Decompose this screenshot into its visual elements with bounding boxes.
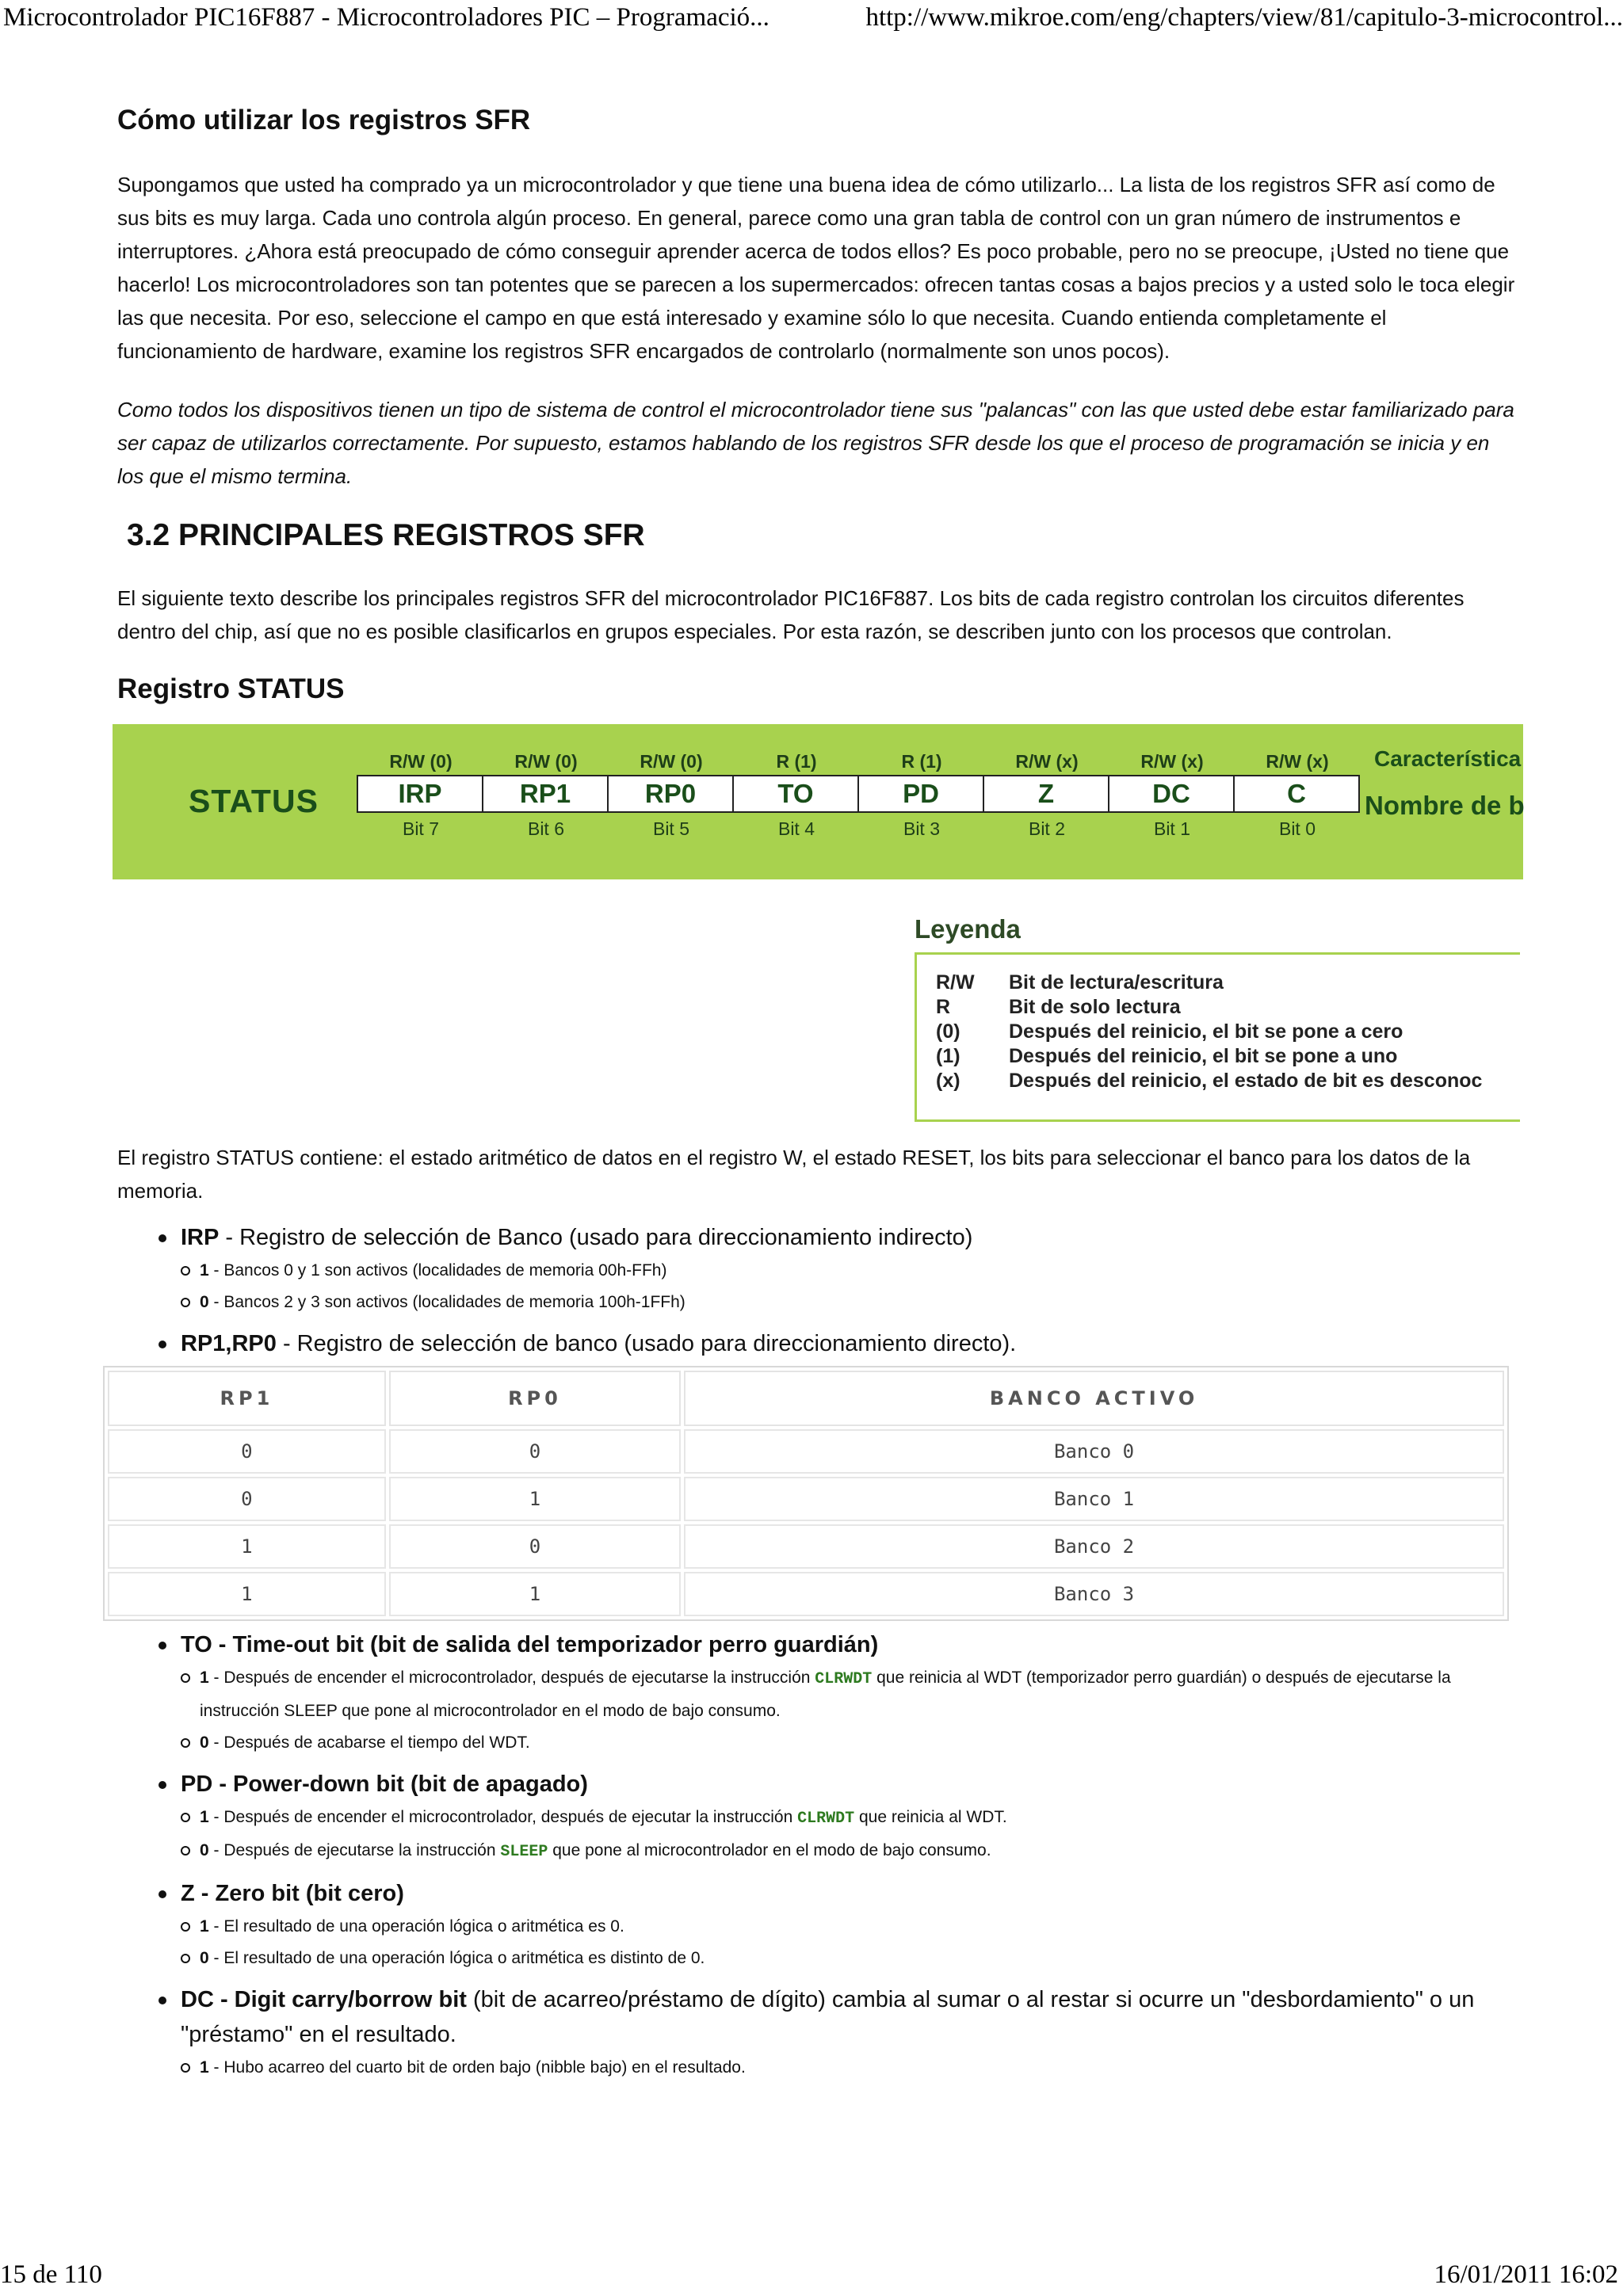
table-cell: 1 xyxy=(389,1477,681,1521)
bit-name: RP1 xyxy=(482,775,609,813)
section-heading-sfr-usage: Cómo utilizar los registros SFR xyxy=(117,105,531,135)
list-item xyxy=(181,1662,1517,1727)
table-cell: Banco 2 xyxy=(684,1524,1504,1569)
value-label: 1 xyxy=(200,1917,209,1936)
table-cell: Banco 1 xyxy=(684,1477,1504,1521)
list-item xyxy=(181,1911,1517,1943)
bit-access: R/W (0) xyxy=(389,751,453,772)
bit-name: RP0 xyxy=(607,775,734,813)
legend-key: R/W xyxy=(936,971,975,994)
legend xyxy=(915,914,1520,1122)
instruction-code: CLRWDT xyxy=(815,1670,873,1688)
value-desc: - Después de encender el microcontrolador, después de ejecutarse la instrucción xyxy=(208,1669,815,1687)
bit-desc-rp: - Registro de selección de banco (usado para direccionamiento directo). xyxy=(276,1331,1017,1356)
list-item-to xyxy=(117,1627,1517,1759)
table-cell: 0 xyxy=(389,1524,681,1569)
list-item-z xyxy=(117,1876,1517,1974)
table-cell: 1 xyxy=(108,1524,386,1569)
status-register-diagram xyxy=(113,724,1523,879)
irp-values xyxy=(181,1255,1517,1318)
legend-title: Leyenda xyxy=(915,914,1021,944)
legend-key: (1) xyxy=(936,1045,960,1067)
value-desc: - Bancos 2 y 3 son activos (localidades de memoria 100h-1FFh) xyxy=(208,1293,685,1311)
list-item xyxy=(181,1835,1517,1868)
value-desc: - Bancos 0 y 1 son activos (localidades de memoria 00h-FFh) xyxy=(208,1261,667,1280)
list-item xyxy=(181,1287,1517,1318)
bit-column xyxy=(984,748,1109,845)
bit-column xyxy=(1109,748,1235,845)
table-cell: 0 xyxy=(108,1429,386,1474)
table-row xyxy=(108,1477,1504,1521)
table-row xyxy=(108,1572,1504,1616)
legend-row xyxy=(936,995,1520,1020)
bit-title-dc: DC - Digit carry/borrow bit xyxy=(181,1987,467,2012)
column-header: BANCO ACTIVO xyxy=(684,1371,1504,1426)
paragraph-italic: Como todos los dispositivos tienen un tipo de sistema de control el microcontrolador tiene sus "palancas" con las que usted debe estar familiarizado para ser capaz de utilizarlos correctamente. Por supuesto, estamos hablando de los registros SFR desde los que el proceso de programación se inicia y en los que el mismo termina. xyxy=(117,398,1514,488)
table-row xyxy=(108,1429,1504,1474)
section-heading-main-sfr: 3.2 PRINCIPALES REGISTROS SFR xyxy=(127,518,645,552)
to-values xyxy=(181,1662,1517,1759)
print-footer-datetime: 16/01/2011 16:02 xyxy=(1434,2260,1618,2289)
value-desc: que reinicia al WDT. xyxy=(854,1808,1007,1826)
status-register-label: STATUS xyxy=(189,783,319,819)
bit-name: Z xyxy=(983,775,1109,813)
bit-access: R (1) xyxy=(901,751,942,772)
bit-number: Bit 6 xyxy=(527,818,565,839)
value-desc: - El resultado de una operación lógica o aritmética es 0. xyxy=(208,1917,624,1936)
list-item xyxy=(181,2052,1517,2084)
diagram-side-label-name: Nombre de b xyxy=(1365,791,1525,820)
bit-number: Bit 5 xyxy=(652,818,690,839)
bit-number: Bit 2 xyxy=(1028,818,1066,839)
value-desc: que pone al microcontrolador en el modo de bajo consumo. xyxy=(548,1841,991,1859)
legend-box xyxy=(915,952,1520,1122)
bit-description-list-2 xyxy=(117,1627,1517,2084)
value-label: 0 xyxy=(200,1949,209,1967)
table-cell: 1 xyxy=(389,1572,681,1616)
value-label: 0 xyxy=(200,1293,209,1311)
bit-column xyxy=(734,748,859,845)
list-item-irp xyxy=(117,1220,1517,1318)
dc-values xyxy=(181,2052,1517,2084)
status-bits xyxy=(358,748,1360,845)
bit-number: Bit 4 xyxy=(777,818,815,839)
bank-select-table xyxy=(103,1366,1509,1621)
bit-number: Bit 3 xyxy=(903,818,941,839)
paragraph-intro: Supongamos que usted ha comprado ya un microcontrolador y que tiene una buena idea de cómo utilizarlo... La lista de los registros SFR así como de sus bits es muy larga. Cada uno controla algún proceso. En general, parece como una gran tabla de control con un gran número de instrumentos e interruptores. ¿Ahora está preocupado de cómo conseguir aprender acerca de todos ellos? Es poco probable, pero no se preocupe, ¡Usted no tiene que hacerlo! Los microcontroladores son tan potentes que se parecen a los supermercados: ofrecen tantas cosas a bajos precios y a usted solo le toca elegir las que necesita. Por eso, seleccione el campo en que está interesado y examine sólo lo que necesita. Cuando entienda completamente el funcionamiento de hardware, examine los registros SFR encargados de controlarlo (normalmente son unos pocos). xyxy=(117,173,1515,363)
bit-title-z: Z - Zero bit (bit cero) xyxy=(181,1881,404,1906)
instruction-code: SLEEP xyxy=(500,1843,548,1861)
value-label: 0 xyxy=(200,1841,209,1859)
list-item xyxy=(181,1255,1517,1287)
bit-name: PD xyxy=(857,775,984,813)
table-cell: 0 xyxy=(389,1429,681,1474)
table-row xyxy=(108,1524,1504,1569)
bit-column xyxy=(483,748,609,845)
bit-number: Bit 0 xyxy=(1278,818,1316,839)
bit-column xyxy=(1235,748,1360,845)
list-item xyxy=(181,1802,1517,1835)
instruction-code: CLRWDT xyxy=(797,1810,855,1828)
value-label: 1 xyxy=(200,1669,209,1687)
bit-name: IRP xyxy=(357,775,483,813)
bit-name: C xyxy=(1233,775,1360,813)
diagram-side-label-feature: Característica xyxy=(1374,746,1522,771)
print-header-url: http://www.mikroe.com/eng/chapters/view/81/capitulo-3-microcontrol... xyxy=(865,3,1623,32)
table-cell: 1 xyxy=(108,1572,386,1616)
section-heading-status: Registro STATUS xyxy=(117,673,345,704)
legend-row xyxy=(936,1069,1520,1093)
value-desc: - Después de acabarse el tiempo del WDT. xyxy=(208,1733,530,1752)
bit-title-to: TO - Time-out bit (bit de salida del temporizador perro guardián) xyxy=(181,1632,879,1657)
print-header-title: Microcontrolador PIC16F887 - Microcontroladores PIC – Programació... xyxy=(3,3,769,32)
value-label: 1 xyxy=(200,2058,209,2077)
bit-number: Bit 1 xyxy=(1153,818,1191,839)
list-item-pd xyxy=(117,1767,1517,1868)
value-desc: - Después de ejecutarse la instrucción xyxy=(208,1841,501,1859)
bit-description-list xyxy=(117,1220,1517,1361)
legend-key: R xyxy=(936,996,951,1018)
value-label: 1 xyxy=(200,1261,209,1280)
bit-access: R/W (x) xyxy=(1266,751,1329,772)
legend-row xyxy=(936,971,1520,995)
bit-access: R/W (0) xyxy=(640,751,703,772)
value-desc: - Después de encender el microcontrolador, después de ejecutar la instrucción xyxy=(208,1808,798,1826)
list-item-rp xyxy=(117,1326,1517,1361)
paragraph-main-sfr: El siguiente texto describe los principales registros SFR del microcontrolador PIC16F887. Los bits de cada registro controlan los circuitos diferentes dentro del chip, así que no es posible clasificarlos en grupos especiales. Por esta razón, se describen junto con los procesos que controlan. xyxy=(117,586,1465,643)
table-cell: 0 xyxy=(108,1477,386,1521)
bit-name: DC xyxy=(1108,775,1235,813)
value-desc: - El resultado de una operación lógica o aritmética es distinto de 0. xyxy=(208,1949,705,1967)
bit-label-rp: RP1,RP0 xyxy=(181,1331,277,1356)
column-header: RP1 xyxy=(108,1371,386,1426)
bit-desc-dc: (bit de acarreo/préstamo de dígito) cambia al sumar o al restar si ocurre un "desbordamiento" o un "préstamo" en el resultado. xyxy=(181,1987,1475,2047)
bit-access: R (1) xyxy=(776,751,817,772)
bit-column xyxy=(859,748,984,845)
list-item xyxy=(181,1727,1517,1759)
value-desc: - Hubo acarreo del cuarto bit de orden bajo (nibble bajo) en el resultado. xyxy=(208,2058,746,2077)
bit-access: R/W (x) xyxy=(1140,751,1204,772)
value-label: 0 xyxy=(200,1733,209,1752)
legend-desc: Después del reinicio, el bit se pone a uno xyxy=(1009,1045,1398,1067)
list-item xyxy=(181,1943,1517,1974)
print-footer-page: 15 de 110 xyxy=(0,2260,102,2289)
legend-desc: Bit de solo lectura xyxy=(1009,996,1181,1018)
table-cell: Banco 0 xyxy=(684,1429,1504,1474)
value-label: 1 xyxy=(200,1808,209,1826)
pd-values xyxy=(181,1802,1517,1868)
legend-row xyxy=(936,1044,1520,1069)
value-desc: que reinicia al WDT (temporizador perro guardián) o después de ejecutarse la instrucción SLEEP que pone al microcontrolador en el modo de bajo consumo. xyxy=(200,1669,1451,1720)
legend-desc: Bit de lectura/escritura xyxy=(1009,971,1224,994)
bit-title-pd: PD - Power-down bit (bit de apagado) xyxy=(181,1772,588,1797)
table-header-row xyxy=(108,1371,1504,1426)
bit-column xyxy=(609,748,734,845)
bit-label-irp: IRP xyxy=(181,1225,220,1250)
bit-column xyxy=(358,748,483,845)
bit-number: Bit 7 xyxy=(402,818,440,839)
bit-desc-irp: - Registro de selección de Banco (usado para direccionamiento indirecto) xyxy=(219,1225,973,1250)
z-values xyxy=(181,1911,1517,1974)
legend-desc: Después del reinicio, el bit se pone a cero xyxy=(1009,1020,1403,1043)
legend-key: (x) xyxy=(936,1070,960,1092)
table-cell: Banco 3 xyxy=(684,1572,1504,1616)
list-item-dc xyxy=(117,1982,1517,2084)
legend-desc: Después del reinicio, el estado de bit es desconoc xyxy=(1009,1070,1483,1092)
page-content xyxy=(117,105,1525,2092)
column-header: RP0 xyxy=(389,1371,681,1426)
legend-key: (0) xyxy=(936,1020,960,1043)
bit-access: R/W (0) xyxy=(514,751,578,772)
paragraph-status-description: El registro STATUS contiene: el estado aritmético de datos en el registro W, el estado RESET, los bits para seleccionar el banco para los datos de la memoria. xyxy=(117,1146,1471,1203)
legend-row xyxy=(936,1020,1520,1044)
bit-access: R/W (x) xyxy=(1015,751,1079,772)
bit-name: TO xyxy=(732,775,859,813)
